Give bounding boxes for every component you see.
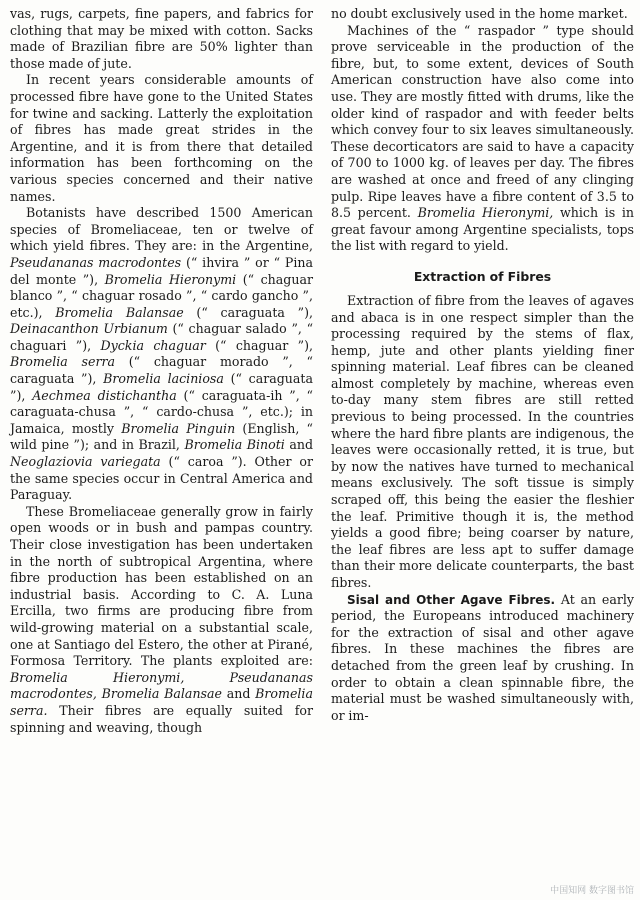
paragraph-habitat [10, 504, 313, 736]
two-column-layout [10, 6, 634, 900]
text-run: and [221, 686, 256, 702]
species-name: Bromelia laciniosa [103, 371, 224, 387]
species-name: Aechmea distichantha [32, 387, 177, 403]
text-run: (“ caraguata ”), [10, 371, 313, 403]
watermark: 中国知网 数字图书馆 [550, 886, 634, 896]
text-run: These Bromeliaceae generally grow in fairly open woods or in bush and pampas country. Their close investigation has been undertaken in the north of subtropical Argentina, where fibre production has been established on an industrial basis. According to C. A. Luna Ercilla, two firms are producing fibre from wild-growing material on a substantial scale, one at Santiago del Estero, the other at Pirané, Formosa Territory. The plants exploited are: [10, 503, 313, 669]
text-run: and [284, 437, 314, 453]
text-run: At an early period, the Europeans introduced machinery for the extraction of sisal and other agave fibres. In these machines the fibres are detached from the green leaf by crushing. In order to obtain a clean spinnable fibre, the material must be washed simultaneously with, or im- [331, 591, 634, 723]
species-name: Bromelia Binoti [184, 437, 285, 453]
species-name: Dyckia chaguar [100, 337, 206, 353]
paragraph-bromeliaceae-species [10, 205, 313, 504]
paragraph-continuation: no doubt exclusively used in the home market. [331, 6, 628, 21]
text-run: (“ caraguata-ih ”, “ caraguata-chusa ”, “ cardo-chusa ”, etc.); in Jamaica, mostly [10, 387, 313, 436]
species-name: Bromelia Hieronymi, Pseudananas macrodontes, Bromelia Balansae [10, 669, 313, 702]
text-run: Machines of the “ raspador ” type should prove serviceable in the production of the fibre, but, to some extent, devices of South American construction have also come into use. They are mostly fitted with drums, like the older kind of raspador and with feeder belts which convey four to six leaves simultaneously. These decorticators are said to have a capacity of 700 to 1000 kg. of leaves per day. The fibres are washed at once and freed of any clinging pulp. Ripe leaves have a fibre content of 3.5 to 8.5 percent. [331, 22, 634, 221]
text-run: (“ caraguata ”), [183, 304, 313, 320]
section-heading: Extraction of Fibres [413, 268, 552, 284]
species-name: Bromelia serra. [10, 686, 313, 718]
text-run: (English, “ wild pine ”); and in Brazil, [10, 420, 313, 453]
text-run: (“ ihvira ” or “ Pina del monte ”), [10, 254, 313, 287]
text-run: (“ chaguar morado ”, “ caraguata ”), [10, 354, 313, 387]
paragraph-sisal [331, 592, 634, 725]
run-in-heading: Sisal and Other Agave Fibres. [347, 592, 556, 607]
species-name: Pseudananas macrodontes [10, 254, 182, 270]
right-column [331, 6, 634, 900]
species-name: Bromelia Balansae [55, 304, 184, 320]
species-name: Bromelia Hieronymi, [417, 205, 554, 221]
species-name: Deinacanthon Urbianum [10, 321, 168, 337]
text-run: (“ chaguar salado ”, “ chaguari ”), [10, 321, 314, 353]
text-run: (“ chaguar blanco ”, “ chaguar rosado ”, “ cardo gancho ”, etc.), [10, 271, 313, 320]
species-name: Bromelia Pinguin [121, 420, 236, 436]
paragraph-continuation: vas, rugs, carpets, fine papers, and fabrics for clothing that may be mixed with cotton. Sacks made of Brazilian fibre are 50% lighter than those made of jute. [10, 6, 313, 71]
text-run: Botanists have described 1500 American species of Bromeliaceae, ten or twelve of which yield fibres. They are: in the Argentine, [10, 205, 313, 254]
paragraph-extraction: Extraction of fibre from the leaves of agaves and abaca is in one respect simpler than the processing required by the stems of flax, hemp, jute and other plants yielding finer spinning material. Leaf fibres can be cleaned almost completely by machine, whereas even to-day many stem fibres are still retted previous to being processed. In the countries where the hard fibre plants are indigenous, the leaves were occasionally retted, it is true, but by now the natives have turned to mechanical means exclusively. The soft tissue is simply scraped off, this being the easier the fleshier the leaf. Primitive though it is, the method yields a good fibre; being coarser by nature, the leaf fibres are less apt to suffer damage than their more delicate counterparts, the bast fibres. [331, 292, 634, 590]
paragraph-raspador-machines [331, 23, 634, 255]
species-name: Bromelia serra [10, 354, 116, 370]
species-name: Bromelia Hieronymi [104, 271, 237, 287]
text-run: (“ chaguar ”), [205, 337, 313, 353]
text-run: which is in great favour among Argentine specialists, tops the list with regard to yield. [331, 205, 634, 254]
left-column [10, 6, 313, 900]
text-run: Their fibres are equally suited for spinning and weaving, though [10, 702, 313, 735]
species-name: Neoglaziovia variegata [10, 454, 161, 470]
paragraph-exports: In recent years considerable amounts of processed fibre have gone to the United States for twine and sacking. Latterly the exploitation of fibres has made great strides in the Argentine, and it is from there that detailed information has been forthcoming on the various species concerned and their native names. [10, 72, 313, 204]
text-run: (“ caroa ”). Other or the same species occur in Central America and Paraguay. [10, 454, 313, 503]
